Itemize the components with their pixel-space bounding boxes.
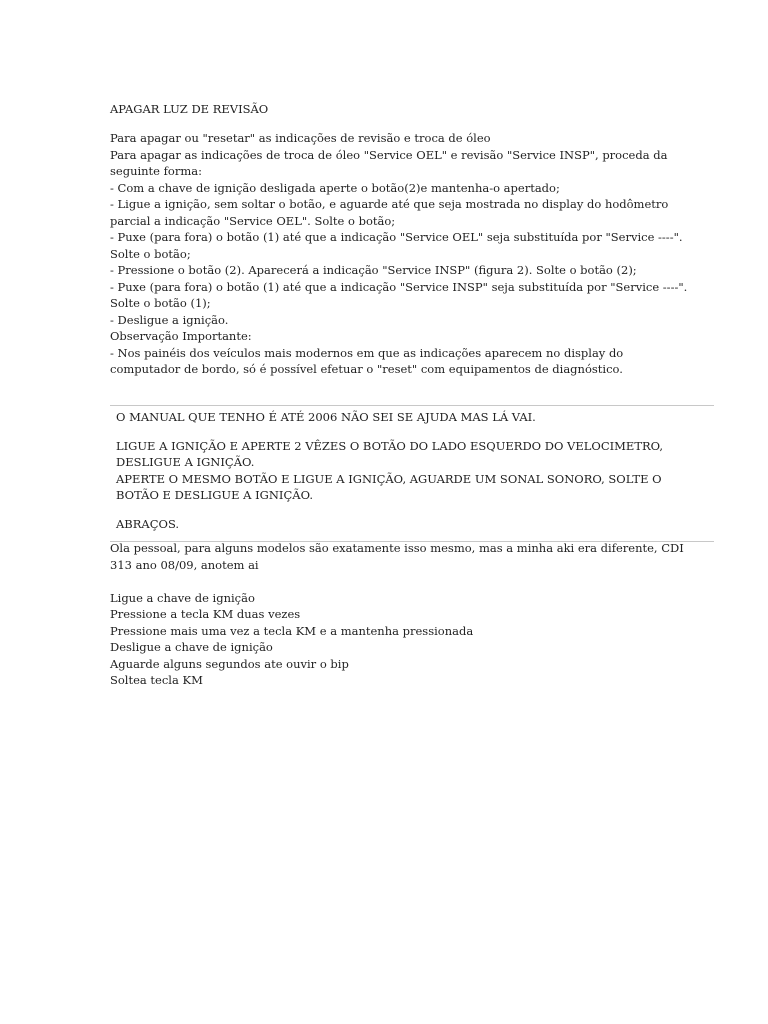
instruction-line: - Pressione o botão (2). Aparecerá a indicação "Service INSP" (figura 2). Solte o botão (2); [110,263,637,277]
instruction-line: Para apagar as indicações de troca de óleo "Service OEL" e revisão "Service INSP", proceda da seguinte forma: [110,147,668,178]
quote-divider-top [110,405,714,406]
instruction-line: - Ligue a ignição, sem soltar o botão, e aguarde até que seja mostrada no display do hodômetro parcial a indicação "Service OEL". Solte o botão; [110,197,669,228]
spacer [110,573,700,590]
instructions-block [110,130,690,378]
reply-intro: Ola pessoal, para alguns modelos são exatamente isso mesmo, mas a minha aki era diferente, CDI 313 ano 08/09, anotem ai [110,541,684,572]
reply-step: Desligue a chave de ignição [110,640,273,654]
reply-step: Soltea tecla KM [110,673,203,687]
instruction-line: Observação Importante: [110,329,252,343]
document-title: APAGAR LUZ DE REVISÃO [110,102,269,116]
reply-block [110,540,700,689]
quote-closing: ABRAÇOS. [116,516,180,531]
instruction-line: - Nos painéis dos veículos mais modernos em que as indicações aparecem no display do computador de bordo, só é possível efetuar o "reset" com equipamentos de diagnóstico. [110,345,624,376]
quote-intro: O MANUAL QUE TENHO É ATÉ 2006 NÃO SEI SE AJUDA MAS LÁ VAI. [116,410,536,424]
instruction-line: - Desligue a ignição. [110,312,229,327]
reply-step: Pressione mais uma vez a tecla KM e a mantenha pressionada [110,623,474,638]
instruction-line: - Puxe (para fora) o botão (1) até que a indicação "Service INSP" seja substituída por "Service ----". Solte o botão (1); [110,279,688,310]
reply-step: Ligue a chave de ignição [110,590,255,605]
reply-step: Aguarde alguns segundos ate ouvir o bip [110,656,349,671]
spacer [116,504,706,516]
quote-line: LIGUE A IGNIÇÃO E APERTE 2 VÊZES O BOTÃO DO LADO ESQUERDO DO VELOCIMETRO, [116,438,664,453]
quote-line: DESLIGUE A IGNIÇÃO. [116,455,255,469]
instruction-line: Para apagar ou "resetar" as indicações de revisão e troca de óleo [110,131,491,145]
spacer [116,426,706,438]
instruction-line: - Puxe (para fora) o botão (1) até que a indicação "Service OEL" seja substituída por "Service ----". Solte o botão; [110,230,683,261]
quoted-reply [116,409,706,532]
quote-line: APERTE O MESMO BOTÃO E LIGUE A IGNIÇÃO, AGUARDE UM SONAL SONORO, SOLTE O BOTÃO E DESLIGUE A IGNIÇÃO. [116,471,662,502]
reply-step: Pressione a tecla KM duas vezes [110,607,301,621]
instruction-line: - Com a chave de ignição desligada aperte o botão(2)e mantenha-o apertado; [110,180,560,195]
